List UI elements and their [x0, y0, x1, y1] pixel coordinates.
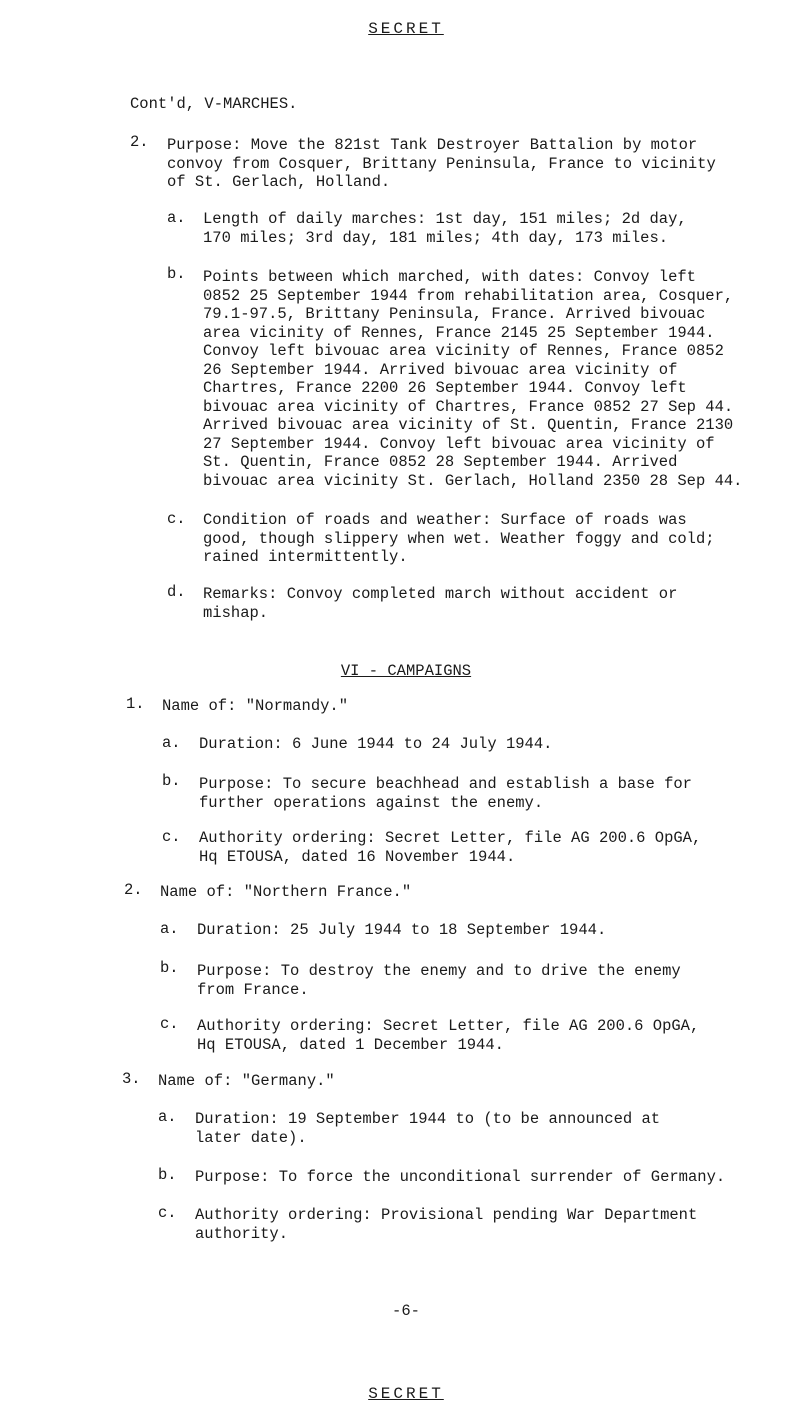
security-marking-footer: SECRET: [368, 1385, 444, 1403]
campaign-number: 2.: [124, 881, 143, 899]
campaign-sub-letter: c.: [162, 828, 181, 846]
campaign-sub-letter: c.: [160, 1015, 179, 1033]
marches-sub-letter: a.: [167, 209, 186, 227]
campaign-number: 3.: [122, 1070, 141, 1088]
page-number: -6-: [392, 1302, 420, 1320]
marches-item-number: 2.: [130, 133, 149, 151]
marches-remarks: Remarks: Convoy completed march without accident or mishap.: [203, 585, 678, 622]
campaign-authority: Authority ordering: Secret Letter, file AG 200.6 OpGA, Hq ETOUSA, dated 1 December 1944.: [197, 1017, 700, 1054]
campaign-sub-letter: a.: [162, 734, 181, 752]
campaign-name: Name of: "Northern France.": [160, 883, 412, 901]
campaign-sub-letter: b.: [160, 959, 179, 977]
campaign-sub-letter: b.: [162, 772, 181, 790]
campaign-sub-letter: a.: [160, 920, 179, 938]
marches-purpose: Purpose: Move the 821st Tank Destroyer Battalion by motor convoy from Cosquer, Brittany Peninsula, France to vicinity of St. Gerlach, Holland.: [167, 136, 716, 191]
campaign-name: Name of: "Germany.": [158, 1072, 335, 1090]
marches-sub-letter: c.: [167, 510, 186, 528]
marches-sub-letter: d.: [167, 583, 186, 601]
marches-roads-weather: Condition of roads and weather: Surface of roads was good, though slippery when wet. Weather foggy and cold; rained intermittently.: [203, 511, 715, 566]
campaign-purpose: Purpose: To secure beachhead and establish a base for further operations against the enemy.: [199, 775, 692, 812]
campaign-number: 1.: [126, 695, 145, 713]
campaign-purpose: Purpose: To destroy the enemy and to drive the enemy from France.: [197, 962, 681, 999]
continued-section-heading: Cont'd, V-MARCHES.: [130, 95, 298, 113]
marches-points-dates: Points between which marched, with dates: Convoy left 0852 25 September 1944 from rehabilitation area, Cosquer, 79.1-97.5, Brittany Peninsula, France. Arrived bivouac area vicinity of Rennes, France 2145 25 September 1944. Convoy left bivouac area vicinity of Rennes, France 0852 26 September 1944. Arrived bivouac area vicinity of Chartres, France 2200 26 September 1944. Convoy left bivouac area vicinity of Chartres, France 0852 27 Sep 44. Arrived bivouac area vicinity of St. Quentin, France 2130 27 September 1944. Convoy left bivouac area vicinity of St. Quentin, France 0852 28 September 1944. Arrived bivouac area vicinity St. Gerlach, Holland 2350 28 Sep 44.: [203, 268, 743, 490]
marches-sub-letter: b.: [167, 265, 186, 283]
campaign-authority: Authority ordering: Provisional pending War Department authority.: [195, 1206, 698, 1243]
campaign-name: Name of: "Normandy.": [162, 697, 349, 715]
campaigns-section-heading: VI - CAMPAIGNS: [340, 662, 472, 680]
campaign-purpose: Purpose: To force the unconditional surrender of Germany.: [195, 1168, 726, 1186]
campaign-duration: Duration: 25 July 1944 to 18 September 1944.: [197, 921, 607, 939]
campaign-sub-letter: c.: [158, 1204, 177, 1222]
campaign-duration: Duration: 6 June 1944 to 24 July 1944.: [199, 735, 553, 753]
security-marking-header: SECRET: [368, 20, 444, 38]
campaign-authority: Authority ordering: Secret Letter, file AG 200.6 OpGA, Hq ETOUSA, dated 16 November 1944.: [199, 829, 702, 866]
campaign-duration: Duration: 19 September 1944 to (to be announced at later date).: [195, 1110, 661, 1147]
campaign-sub-letter: b.: [158, 1166, 177, 1184]
marches-daily-length: Length of daily marches: 1st day, 151 miles; 2d day, 170 miles; 3rd day, 181 miles; 4th day, 173 miles.: [203, 210, 687, 247]
campaign-sub-letter: a.: [158, 1108, 177, 1126]
